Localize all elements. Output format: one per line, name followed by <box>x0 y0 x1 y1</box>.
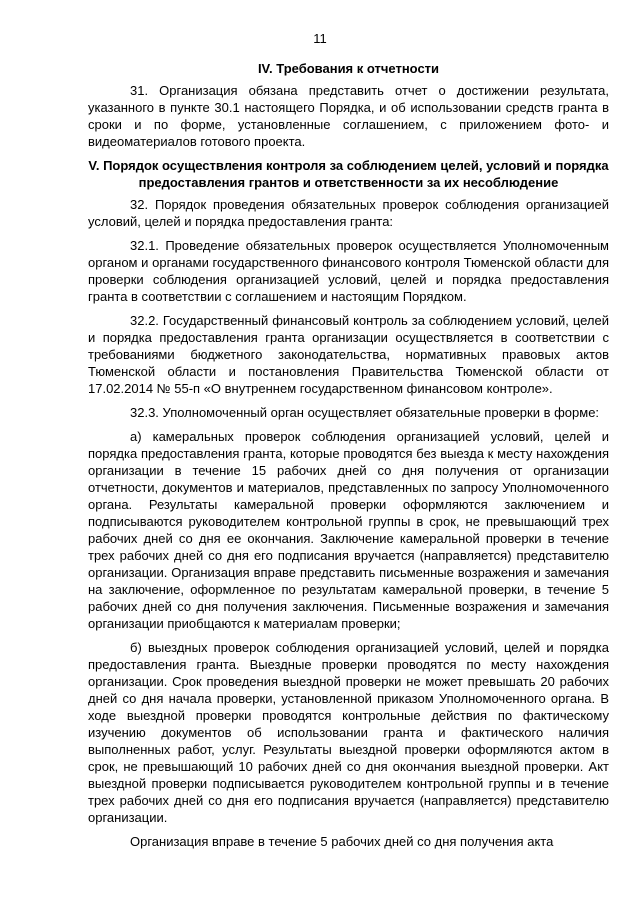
paragraph-last: Организация вправе в течение 5 рабочих дней со дня получения акта <box>130 834 554 849</box>
section-4-heading: IV. Требования к отчетности <box>257 61 440 76</box>
paragraph-32-3: 32.3. Уполномоченный орган осуществляет обязательные проверки в форме: <box>130 405 600 420</box>
section-5-heading: V. Порядок осуществления контроля за соблюдением целей, условий и порядка предоставления грантов и ответственности за их несоблюдение <box>88 158 609 190</box>
paragraph-32-1: 32.1. Проведение обязательных проверок осуществляется Уполномоченным органом и органами государственного финансового контроля Тюменской области для проверки соблюдения организацией условий, целей и порядка предоставления гранта в соответствии с соглашением и настоящим Порядком. <box>88 238 609 304</box>
page-number: 11 <box>313 31 327 46</box>
paragraph-32-2: 32.2. Государственный финансовый контроль за соблюдением условий, целей и порядка предоставления гранта организации осуществляется в соответствии с требованиями бюджетного законодательства, нормативных правовых актов Тюменской области и постановления Правительства Тюменской области от 17.02.2014 № 55-п «О внутреннем государственном финансовом контроле». <box>88 313 609 396</box>
document-body <box>88 57 609 857</box>
paragraph-31: 31. Организация обязана представить отчет о достижении результата, указанного в пункте 30.1 настоящего Порядка, и об использовании средств гранта в сроки и по форме, установленные соглашением, с приложением фото- и видеоматериалов готового проекта. <box>88 83 609 149</box>
paragraph-a: а) камеральных проверок соблюдения организацией условий, целей и порядка предоставления гранта, которые проводятся без выезда к месту нахождения организации в течение 15 рабочих дней со дня получения от организации отчетности, документов и материалов, представленных по запросу Уполномоченного органа. Результаты камеральной проверки оформляются заключением и подписываются руководителем контрольной группы в срок, не превышающий трех рабочих дней со дня ее окончания. Заключение камеральной проверки в течение трех рабочих дней со дня его подписания вручается (направляется) представителю организации. Организация вправе представить письменные возражения и замечания на заключение, оформленное по результатам камеральной проверки, в течение 5 рабочих дней со дня получения заключения. Письменные возражения и замечания организации приобщаются к материалам проверки; <box>88 429 609 631</box>
paragraph-b: б) выездных проверок соблюдения организацией условий, целей и порядка предоставления гранта. Выездные проверки проводятся по месту нахождения организации. Срок проведения выездной проверки не может превышать 20 рабочих дней со дня начала проверки, установленной приказом Уполномоченного органа. В ходе выездной проверки проводятся контрольные действия по фактическому изучению документов об использовании гранта и фактического наличия выполненных работ, услуг. Результаты выездной проверки оформляются актом в срок, не превышающий 10 рабочих дней со дня окончания выездной проверки. Акт выездной проверки подписывается руководителем контрольной группы и в течение трех рабочих дней со дня его подписания вручается (направляется) представителю организации. <box>88 640 609 825</box>
paragraph-32: 32. Порядок проведения обязательных проверок соблюдения организацией условий, целей и порядка предоставления гранта: <box>88 197 609 229</box>
